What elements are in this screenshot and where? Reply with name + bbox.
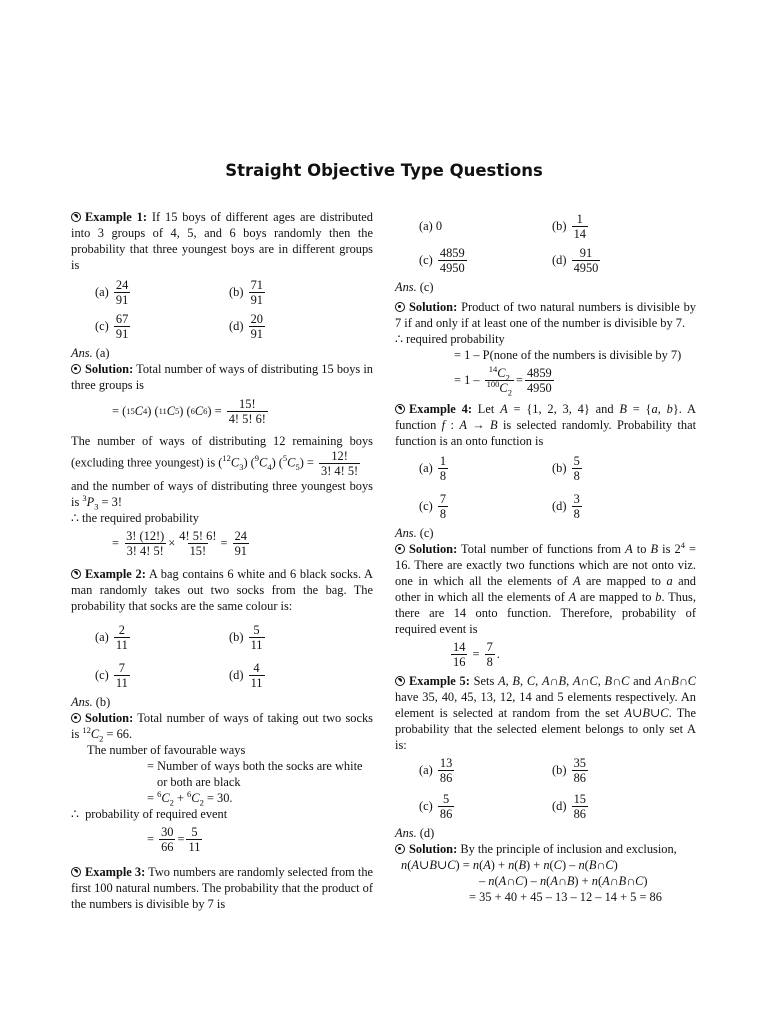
option-c: (c) $\frac{67}{91}$ <box>95 311 129 341</box>
option-b: (b) $\frac{5}{8}$ <box>552 453 580 483</box>
solution-2: Solution: Total number of ways of taking out two socks is $^{12}C_2 = 66$. <box>71 711 373 744</box>
answer: Ans. (d) <box>395 826 435 840</box>
example-bullet-icon <box>71 867 81 877</box>
solution-text: = Number of ways both the socks are white <box>147 759 363 773</box>
option-a: (a) $\frac{24}{91}$ <box>95 277 129 307</box>
option-d: (d) $\frac{20}{91}$ <box>229 311 263 341</box>
option-d: (d) $\frac{4}{11}$ <box>229 660 263 690</box>
example-bullet-icon <box>71 212 81 222</box>
solution-bullet-icon <box>395 544 405 554</box>
option-a: (a) 0 <box>419 219 443 233</box>
answer: Ans. (b) <box>71 695 111 709</box>
option-d: (d) $\frac{91}{4950}$ <box>552 245 599 275</box>
option-b: (b) $\frac{35}{86}$ <box>552 755 586 785</box>
example-4-options-row <box>395 451 696 485</box>
answer: Ans. (c) <box>395 526 434 540</box>
solution-4: Solution: Total number of functions from A to B is $2^4 = 16$. There are exactly two functions which are not onto viz. one in which all the elements of A are mapped to a and other in which all the elements of A are mapped to b. Thus, there are 14 onto function. Therefore, probability of required event is <box>395 539 697 636</box>
example-3-options-row <box>395 243 696 277</box>
equation: = $\frac{3! (12!)}{3! 4! 5!}$ × $\frac{4! 5! 6!}{15!}$ = $\frac{24}{91}$ <box>112 528 247 558</box>
example-1 <box>71 209 373 273</box>
example-5-options-row <box>395 753 696 787</box>
example-1-label: Example 1: <box>85 210 148 224</box>
option-a: (a) $\frac{1}{8}$ <box>419 453 447 483</box>
example-2: Example 2: A bag contains 6 white and 6 black socks. A man randomly takes out two socks from the bag. The probability that socks are the same colour is: <box>71 567 373 613</box>
example-5-options-row <box>395 789 696 823</box>
option-b: (b) $\frac{1}{14}$ <box>552 211 586 241</box>
solution-text: The number of favourable ways <box>87 743 246 757</box>
solution-text: The number of ways of distributing 12 remaining boys (excluding three youngest) is $(^{12}C_3)$ $(^9C_4) (^5C_5)$ = $\frac{12!}{3! 4! 5!}$ <box>71 434 373 478</box>
solution-text: = $^6C_2 + ^6C_2 = 30$. <box>147 788 233 808</box>
option-c: (c) $\frac{7}{8}$ <box>419 491 447 521</box>
solution-text: ∴ the required probability <box>71 511 199 525</box>
solution-bullet-icon <box>395 844 405 854</box>
option-d: (d) $\frac{15}{86}$ <box>552 791 586 821</box>
answer: Ans. (a) <box>71 346 110 360</box>
equation: = 1 – $\frac{^{14}C_2}{^{100}C_2}$ = $\frac{4859}{4950}$ <box>454 363 552 397</box>
option-b: (b) $\frac{5}{11}$ <box>229 622 263 652</box>
solution-text: = 1 – P(none of the numbers is divisible by 7) <box>454 348 682 362</box>
example-1-options-row <box>71 309 373 343</box>
solution-bullet-icon <box>71 713 81 723</box>
equation: $\frac{14}{16}$ = $\frac{7}{8}$ . <box>453 639 500 669</box>
equation: = ( 15 C 4 ) ( 11 C 5 ) ( 6 C 6 ) = $\frac{15!}{4! 5! 6!}$ <box>112 396 266 426</box>
example-bullet-icon <box>395 676 405 686</box>
example-1-text: If 15 boys of different ages are distributed into 3 groups of 4, 5, and 6 boys randomly then the probability that three youngest boys are in different groups is <box>71 210 373 272</box>
example-bullet-icon <box>71 569 81 579</box>
option-d: (d) $\frac{3}{8}$ <box>552 491 580 521</box>
solution-text: n(A∪B∪C) = n(A) + n(B) + n(C) – n(B∩C) <box>401 858 618 872</box>
equation: = $\frac{30}{66}$ = $\frac{5}{11}$ <box>147 824 201 854</box>
solution-text: ∴ probability of required event <box>71 807 228 821</box>
example-4-options-row <box>395 489 696 523</box>
example-3: Example 3: Two numbers are randomly selected from the first 100 natural numbers. The probability that the product of the numbers is divisible by 7 is <box>71 865 374 911</box>
solution-3: Solution: Product of two natural numbers is divisible by 7 if and only if at least one of the number is divisible by 7. <box>395 300 696 330</box>
example-2-options-row <box>71 658 373 692</box>
answer: Ans. (c) <box>395 280 434 294</box>
example-bullet-icon <box>395 404 405 414</box>
solution-text: or both are black <box>157 775 241 789</box>
option-c: (c) $\frac{4859}{4950}$ <box>419 245 465 275</box>
solution-text: ∴ required probability <box>395 332 505 346</box>
solution-text: and the number of ways of distributing three youngest boys is $^3P_3 = 3$! <box>71 479 373 512</box>
solution-text: = 35 + 40 + 45 – 13 – 12 – 14 + 5 = 86 <box>469 890 662 904</box>
page-title: Straight Objective Type Questions <box>225 161 543 180</box>
option-c: (c) $\frac{7}{11}$ <box>95 660 128 690</box>
option-c: (c) $\frac{5}{86}$ <box>419 791 453 821</box>
example-4: Example 4: Let A = {1, 2, 3, 4} and B = {a, b}. A function f : A → B is selected randomly. Probability that function is an onto function is <box>395 402 697 448</box>
left-column <box>71 209 373 912</box>
right-column <box>395 209 696 905</box>
solution-5: Solution: By the principle of inclusion and exclusion, <box>395 841 696 857</box>
solution-text: – n(A∩C) – n(A∩B) + n(A∩B∩C) <box>479 874 648 888</box>
example-3-options-row <box>395 209 696 243</box>
option-b: (b) $\frac{71}{91}$ <box>229 277 263 307</box>
example-2-options-row <box>71 620 373 654</box>
option-a: (a) $\frac{13}{86}$ <box>419 755 453 785</box>
solution-1: Solution: Total number of ways of distributing 15 boys in three groups is <box>71 362 373 392</box>
solution-bullet-icon <box>395 302 405 312</box>
example-5: Example 5: Sets A, B, C, A∩B, A∩C, B∩C and A∩B∩C have 35, 40, 45, 13, 12, 14 and 5 elements respectively. An element is selected at random from the set A∪B∪C. The probability that the selected element belongs to only set A is: <box>395 674 697 752</box>
solution-bullet-icon <box>71 364 81 374</box>
option-a: (a) $\frac{2}{11}$ <box>95 622 128 652</box>
example-1-options-row <box>71 275 373 309</box>
